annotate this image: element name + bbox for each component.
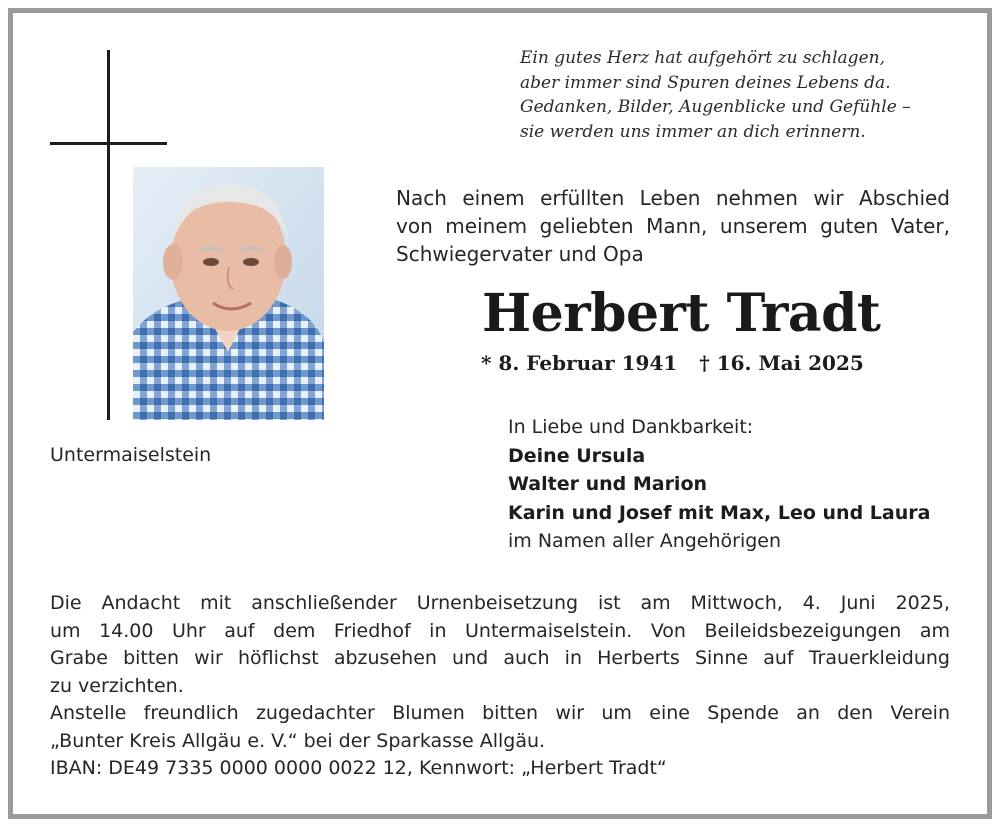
intro-line: von meinem geliebten Mann, unserem guten Vater,: [396, 214, 950, 238]
notice-line: „Bunter Kreis Allgäu e. V.“ bei der Sparkasse Allgäu.: [50, 729, 546, 752]
poem-line: aber immer sind Spuren deines Lebens da.: [520, 72, 891, 93]
poem-line: Gedanken, Bilder, Augenblicke und Gefühle –: [520, 97, 911, 117]
mourner-name: Karin und Josef mit Max, Leo und Laura: [508, 501, 931, 524]
mourners-heading: In Liebe und Dankbarkeit:: [508, 416, 754, 438]
cross-horizontal-bar: [50, 142, 167, 145]
birth-date: * 8. Februar 1941: [481, 351, 678, 375]
mourner-name: Walter und Marion: [508, 473, 708, 495]
notice-line: Anstelle freundlich zugedachter Blumen bitten wir um eine Spende an den Verein: [50, 702, 950, 724]
intro-line: Schwiegervater und Opa: [396, 242, 644, 266]
cross-vertical-bar: [107, 50, 110, 420]
iban-line: IBAN: DE49 7335 0000 0000 0022 12, Kennwort: „Herbert Tradt“: [50, 757, 667, 779]
poem-line: sie werden uns immer an dich erinnern.: [520, 121, 866, 142]
notice-line: Die Andacht mit anschließender Urnenbeisetzung ist am Mittwoch, 4. Juni 2025,: [50, 592, 950, 614]
mourners-block: [508, 413, 953, 556]
notice-line: Grabe bitten wir höflichst abzusehen und auch in Herberts Sinne auf Trauerkleidung: [50, 647, 950, 669]
portrait-photo: [133, 167, 324, 420]
poem-verse: [520, 46, 960, 144]
notice-line: zu verzichten.: [50, 674, 184, 697]
funeral-notice: [50, 590, 950, 783]
intro-line: Nach einem erfüllten Leben nehmen wir Abschied: [396, 186, 950, 210]
place-name: Untermaiselstein: [50, 444, 212, 466]
poem-line: Ein gutes Herz hat aufgehört zu schlagen,: [520, 48, 885, 68]
life-dates: [481, 349, 864, 377]
mourner-name: Deine Ursula: [508, 444, 646, 467]
deceased-name: Herbert Tradt: [482, 283, 881, 344]
farewell-intro: [396, 184, 950, 268]
death-date: † 16. Mai 2025: [699, 351, 864, 375]
notice-line: um 14.00 Uhr auf dem Friedhof in Untermaiselstein. Von Beileidsbezeigungen am: [50, 619, 950, 642]
mourners-closing: im Namen aller Angehörigen: [508, 530, 782, 552]
